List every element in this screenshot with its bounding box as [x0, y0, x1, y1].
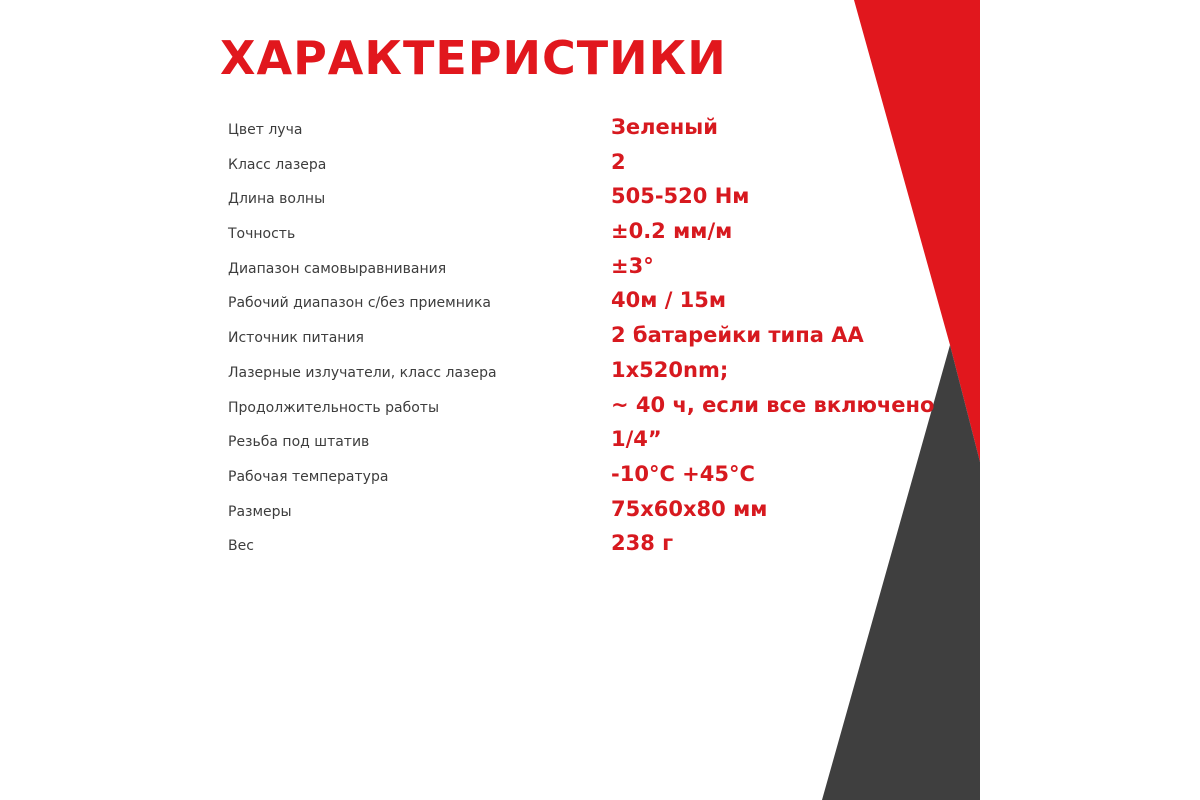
- spec-value: 40м / 15м: [611, 288, 727, 313]
- spec-row: [220, 283, 940, 318]
- spec-value: 1/4”: [611, 427, 662, 452]
- spec-value: 1x520nm;: [611, 357, 729, 382]
- spec-list: [220, 110, 940, 561]
- spec-value: 2 батарейки типа АА: [611, 323, 864, 348]
- spec-label: Резьба под штатив: [228, 434, 370, 451]
- page-title: ХАРАКТЕРИСТИКИ: [220, 31, 727, 85]
- spec-label: Лазерные излучатели, класс лазера: [228, 364, 497, 381]
- spec-label: Размеры: [228, 503, 292, 520]
- spec-row: [220, 249, 940, 284]
- spec-value: Зеленый: [611, 115, 718, 139]
- spec-label: Рабочий диапазон с/без приемника: [228, 295, 491, 312]
- spec-value: ±3°: [611, 253, 654, 278]
- spec-value: 75x60x80 мм: [611, 496, 768, 521]
- spec-row: [220, 110, 940, 145]
- spec-value: ~ 40 ч, если все включено: [611, 392, 935, 417]
- spec-row: [220, 214, 940, 249]
- spec-label: Цвет луча: [228, 122, 303, 138]
- spec-row: [220, 457, 940, 492]
- spec-row: [220, 422, 940, 457]
- spec-value: 2: [611, 149, 626, 174]
- spec-label: Точность: [228, 226, 296, 243]
- spec-row: [220, 353, 940, 388]
- spec-row: [220, 179, 940, 214]
- spec-value: 238 г: [611, 531, 674, 556]
- spec-label: Вес: [228, 538, 254, 555]
- spec-row: [220, 492, 940, 527]
- spec-row: [220, 388, 940, 423]
- spec-label: Диапазон самовыравнивания: [228, 260, 447, 277]
- spec-row: [220, 526, 940, 561]
- spec-label: Длина волны: [228, 191, 326, 208]
- spec-row: [220, 318, 940, 353]
- spec-label: Рабочая температура: [228, 468, 389, 485]
- spec-label: Источник питания: [228, 330, 364, 347]
- spec-sheet: [220, 0, 980, 800]
- spec-value: -10°C +45°C: [611, 461, 755, 486]
- spec-row: [220, 145, 940, 180]
- spec-value: ±0.2 мм/м: [611, 219, 733, 244]
- spec-label: Класс лазера: [228, 156, 327, 173]
- spec-label: Продолжительность работы: [228, 399, 439, 416]
- spec-value: 505-520 Нм: [611, 184, 750, 209]
